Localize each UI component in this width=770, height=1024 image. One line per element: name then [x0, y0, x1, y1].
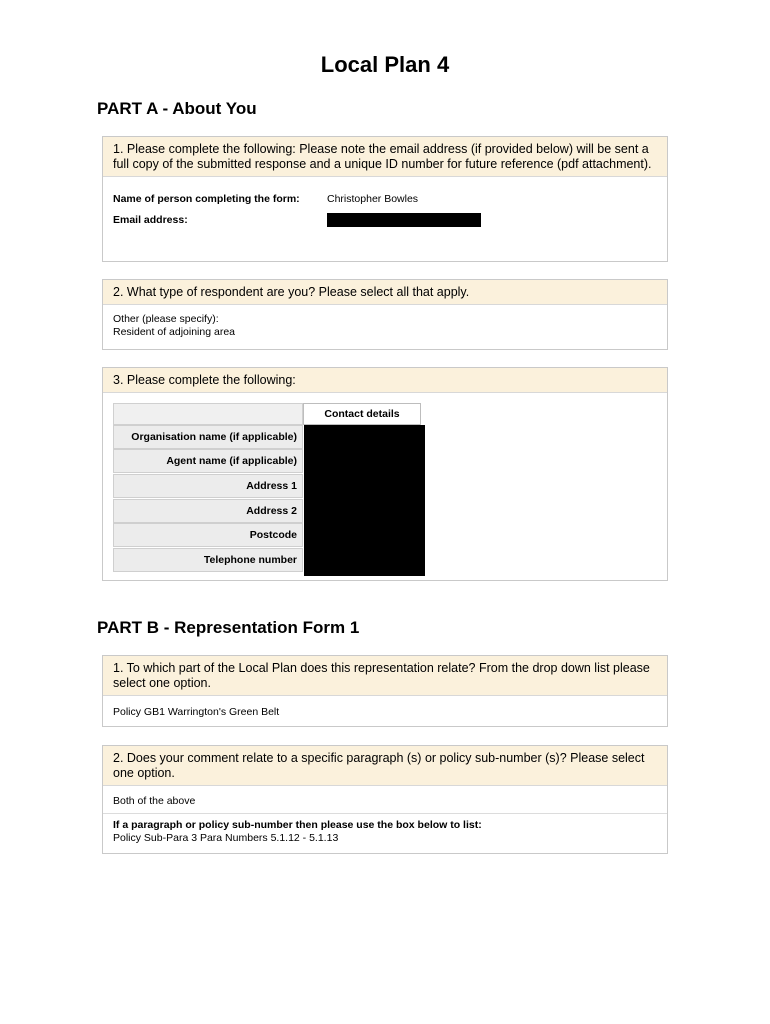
answer-divider — [103, 813, 667, 814]
email-label: Email address: — [113, 213, 188, 226]
question-box-b2 — [102, 745, 668, 854]
row-label-address-1: Address 1 — [113, 474, 303, 498]
row-label-agent: Agent name (if applicable) — [113, 449, 303, 473]
paragraph-list-value: Policy Sub-Para 3 Para Numbers 5.1.12 - 5.1.13 — [113, 832, 339, 844]
question-box-a3 — [102, 367, 668, 581]
row-label-postcode: Postcode — [113, 523, 303, 547]
question-box-a2 — [102, 279, 668, 350]
respondent-type-value: Resident of adjoining area — [113, 326, 236, 338]
row-label-organisation: Organisation name (if applicable) — [113, 425, 303, 449]
name-value: Christopher Bowles — [327, 192, 419, 205]
table-corner-cell — [113, 403, 303, 425]
page-title: Local Plan 4 — [320, 52, 450, 77]
redacted-contact-details — [304, 425, 425, 576]
respondent-type-label: Other (please specify): — [113, 313, 219, 325]
question-a2-text: 2. What type of respondent are you? Please select all that apply. — [103, 280, 667, 305]
redacted-email — [327, 213, 481, 227]
row-label-address-2: Address 2 — [113, 499, 303, 523]
part-a-heading: PART A - About You — [97, 99, 257, 118]
row-label-telephone: Telephone number — [113, 548, 303, 572]
name-label: Name of person completing the form: — [113, 192, 300, 205]
question-a1-text: 1. Please complete the following: Please note the email address (if provided below) will be sent a full copy of the submitted response and a unique ID number for future reference (pdf attachment). — [103, 137, 667, 177]
question-box-b1 — [102, 655, 668, 727]
question-b2-text: 2. Does your comment relate to a specific paragraph (s) or policy sub-number (s)? Please select one option. — [103, 746, 667, 786]
part-b-heading: PART B - Representation Form 1 — [97, 618, 360, 637]
contact-details-table — [113, 403, 425, 579]
contact-details-header: Contact details — [303, 403, 421, 425]
paragraph-option-answer: Both of the above — [113, 795, 196, 807]
paragraph-list-label: If a paragraph or policy sub-number then please use the box below to list: — [113, 819, 482, 831]
plan-part-answer: Policy GB1 Warrington's Green Belt — [113, 706, 280, 718]
question-box-a1 — [102, 136, 668, 262]
question-a3-text: 3. Please complete the following: — [103, 368, 667, 393]
question-b1-text: 1. To which part of the Local Plan does this representation relate? From the drop down list please select one option. — [103, 656, 667, 696]
